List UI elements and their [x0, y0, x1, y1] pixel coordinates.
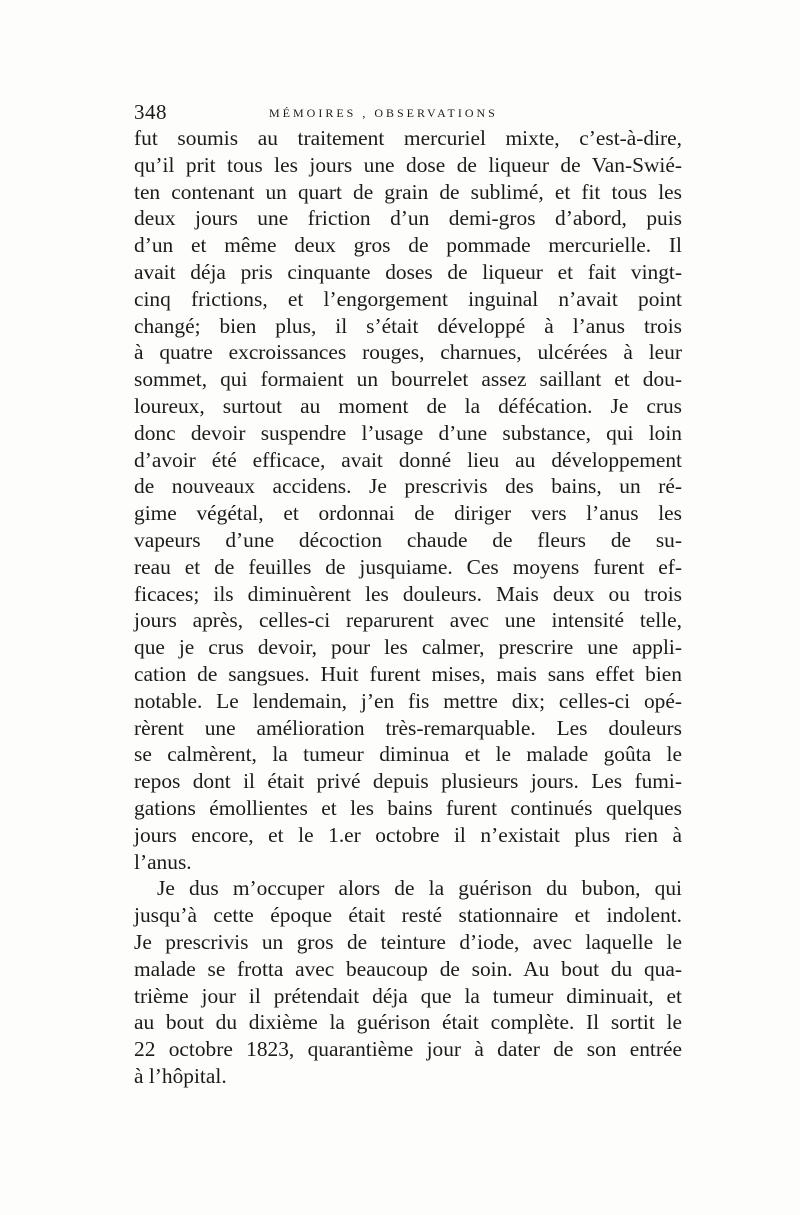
page-header	[134, 100, 682, 126]
text-line: donc devoir suspendre l’usage d’une substance, qui loin	[134, 420, 682, 445]
text-line: changé; bien plus, il s’était développé à l’anus trois	[134, 313, 682, 338]
text-line: à l’hôpital.	[134, 1063, 227, 1088]
text-line: loureux, surtout au moment de la défécation. Je crus	[134, 393, 682, 418]
text-line: que je crus devoir, pour les calmer, prescrire une appli-	[134, 635, 682, 660]
text-line: l’anus.	[134, 849, 192, 874]
text-line: repos dont il était privé depuis plusieurs jours. Les fumi-	[134, 769, 682, 794]
text-line: qu’il prit tous les jours une dose de liqueur de Van-Swié-	[134, 152, 682, 177]
text-line: d’un et même deux gros de pommade mercurielle. Il	[134, 233, 682, 258]
text-line: d’avoir été efficace, avait donné lieu au développement	[134, 447, 682, 472]
text-line: malade se frotta avec beaucoup de soin. Au bout du qua-	[134, 956, 682, 981]
text-line: rèrent une amélioration très-remarquable. Les douleurs	[134, 715, 682, 740]
paragraph-2	[134, 875, 682, 1089]
text-line: se calmèrent, la tumeur diminua et le malade goûta le	[134, 742, 682, 767]
text-line: jusqu’à cette époque était resté stationnaire et indolent.	[134, 903, 682, 928]
text-line: jours encore, et le 1.er octobre il n’existait plus rien à	[134, 822, 682, 847]
text-line: ficaces; ils diminuèrent les douleurs. Mais deux ou trois	[134, 581, 682, 606]
text-line: jours après, celles-ci reparurent avec une intensité telle,	[134, 608, 682, 633]
text-line: trième jour il prétendait déja que la tumeur diminuait, et	[134, 983, 682, 1008]
text-line: gime végétal, et ordonnai de diriger vers l’anus les	[134, 501, 682, 526]
text-line: vapeurs d’une décoction chaude de fleurs de su-	[134, 527, 682, 552]
text-line: ten contenant un quart de grain de sublimé, et fit tous les	[134, 179, 682, 204]
text-line: au bout du dixième la guérison était complète. Il sortit le	[134, 1010, 682, 1035]
text-line: fut soumis au traitement mercuriel mixte, c’est-à-dire,	[134, 126, 682, 150]
text-line: reau et de feuilles de jusquiame. Ces moyens furent ef-	[134, 554, 682, 579]
paragraph-1	[134, 125, 682, 875]
text-line: Je dus m’occuper alors de la guérison du bubon, qui	[157, 876, 682, 901]
text-line: avait déja pris cinquante doses de liqueur et fait vingt-	[134, 259, 682, 284]
body-text	[134, 125, 682, 1090]
text-line: 22 octobre 1823, quarantième jour à dater de son entrée	[134, 1037, 682, 1062]
text-line: de nouveaux accidens. Je prescrivis des bains, un ré-	[134, 474, 682, 499]
text-line: deux jours une friction d’un demi-gros d’abord, puis	[134, 206, 682, 231]
text-line: Je prescrivis un gros de teinture d’iode, avec laquelle le	[134, 929, 682, 954]
text-line: à quatre excroissances rouges, charnues, ulcérées à leur	[134, 340, 682, 365]
page-number: 348	[134, 100, 167, 124]
text-line: notable. Le lendemain, j’en fis mettre dix; celles-ci opé-	[134, 688, 682, 713]
text-line: cinq frictions, et l’engorgement inguinal n’avait point	[134, 286, 682, 311]
text-line: gations émollientes et les bains furent continués quelques	[134, 795, 682, 820]
text-line: cation de sangsues. Huit furent mises, mais sans effet bien	[134, 661, 682, 686]
text-line: sommet, qui formaient un bourrelet assez saillant et dou-	[134, 367, 682, 392]
running-head: MÉMOIRES , OBSERVATIONS	[269, 106, 498, 120]
